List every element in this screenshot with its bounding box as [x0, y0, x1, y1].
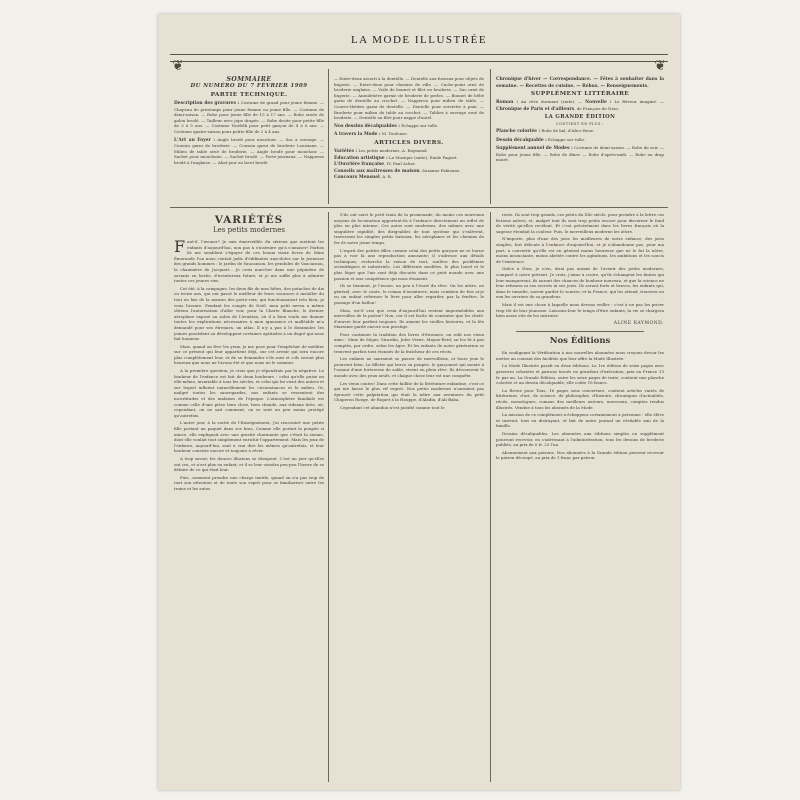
- column-divider: [490, 212, 491, 782]
- summary-title: SOMMAIRE: [226, 76, 272, 83]
- article-item: L'Ouvrière française, IV, Paul Acker.: [334, 161, 416, 168]
- article-paragraph: L'autre jour, à la sortie de l'Enseignement, j'ai rencontré une petite fille portant un paquet dans ses bras. Comme elle portait la poupée si mince, elle expliquait avec une gravité charmante que c'était la sienne, dont elle voulait tout simplement enrichir l'appartement. Mais les jeux de l'enfance, aujourd'hui, sont à vrai dire les mêmes qu'autrefois, et leur bonheur consiste encore et toujours à rêver.: [174, 420, 324, 454]
- article-item: Variétés : Les petits modernes, A. Raymond.: [334, 147, 428, 154]
- grand-item: Dessin décalquable : Échappe sur tulle.: [496, 136, 586, 143]
- articles-heading: ARTICLES DIVERS.: [374, 139, 444, 146]
- summary-column-1: [174, 76, 324, 202]
- column-divider: [328, 69, 329, 204]
- tech-item: L'Art au Foyer : Angle brodé pour mouchoir. — Sac à ouvrage. — Coussin garni de broderie. — Coussin garni de broderie Louisiane. — Milieu de table orné de broderie. — Angle brodé pour mouchoir. — Sachet pour mouchoirs. — Sachet brodé. — Porte-journaux. — Napperon brodé à l'anglaise. — Abat-jour en lacet brodé.: [174, 136, 324, 165]
- article-paragraph: N'importe, plus d'une des joies les meilleures de notre enfance, des joies simples, fort délicats à l'enfance d'aujourd'hui, et je n'abandonne pas, pour ma part, à convertir qu'elle est en général moins heureuse que ne le fut la nôtre, moins insouciante, moins abritée contre les agitations, les ambitions et les soucis de l'existence.: [496, 236, 664, 264]
- editions-paragraph: En soulignant la Vérification à nos nouvelles abonnées nous croyons devoir les mettre au courant des facilités que leur offre la Mode Illustrée.: [496, 350, 664, 361]
- article-item: Concours Mensuel, A. R.: [334, 174, 392, 181]
- drop-cap: F: [174, 237, 186, 256]
- masthead-rule: [170, 54, 668, 62]
- grand-edition-heading: LA GRANDE ÉDITION: [544, 114, 616, 121]
- editions-title: Nos Éditions: [549, 336, 611, 347]
- article-signature: ALINE RAYMOND.: [613, 320, 664, 326]
- article-column-3: [496, 212, 664, 780]
- middle-line: A travers la Mode : M. Toulouse.: [334, 131, 408, 138]
- article-column-1: [174, 212, 324, 780]
- article-paragraph: L'esprit des petites filles comme celui des petits garçons ne se borne pas à voir là une reproduction amusante; il s'adresse aux détails techniques, recherche la raison de tout, soulève des problèmes scientifiques et industriels. Les différents modèles, le plus lourd et le plus léger que l'air sont déjà discutés dans ce petit monde avec une passion et une compétence qui nous étonnent.: [334, 247, 484, 281]
- column-divider: [490, 69, 491, 204]
- technical-heading: PARTIE TECHNIQUE.: [210, 92, 288, 98]
- middle-item: — Entre-deux assorti à la dentelle. — Dentelle aux fuseaux pour objets de lingerie. — Entre-deux pour chemise de ville. — Cache-point orné de broderie anglaise. — Voile de bonnet et filet en broderie. — Sac orné de lingerie. — Annuletière garnie de broderie de perles. — Bonnet de bébé garni de dentelle au crochet. — Napperon pour milieu de table. — Couvre-théière garni de dentelle. — Dentelle pour serviette à pain. — Broderie pour milieu de table au crochet. — Tablier à ouvrage orné de broderie. — Dentelle au filet pour nappe d'autel.: [334, 76, 484, 121]
- right-item: Chronique d'hiver — Correspondance. — Fêtes à souhaiter dans la semaine. — Recettes de cuisine. — Rébus. — Renseignements.: [496, 77, 664, 89]
- grand-edition-sub: CONTIENT EN PLUS :: [556, 122, 604, 127]
- summary-column-2: [334, 76, 484, 202]
- summary-bottom-rule: [170, 207, 668, 208]
- article-paragraph: Ils se tiennent, je l'avoue, un peu à l'écart du rêve. On les attire, en général, avec le conte, le roman d'aventures; mais combien de fois ai-je vu un enfant refermer le livre pour aller regarder, par la fenêtre, le passage d'un ballon!: [334, 283, 484, 305]
- article-paragraph: Pour continuer la tradition des livres d'étrennes, on relit nos vieux amis : Mme de Ségur, Girardin, Jules Verne, Mayne-Reid; on les lit à pas comptés, par ordre, selon les âges. Et les enfants de notre génération se trouvent parfois tout étonnés de la fraîcheur de ces récits.: [334, 331, 484, 354]
- article-column-2: [334, 212, 484, 780]
- editions-paragraph: La mission de ce complément n'échappera certainement à personne : elle élève et instruit, tout en distrayant, et fait de notre journal un véritable ami de la famille.: [496, 412, 664, 429]
- middle-line: Nos dessins décalquables : Échappe sur tulle.: [334, 122, 439, 129]
- article-paragraph: Les enfants ne sauraient se passer de merveilleux, et leurs jeux le prouvent bien. La fillette qui berce sa poupée, le garçonnet qui monte à l'assaut d'une forteresse de sable, vivent en plein rêve. Ils découvrent le monde avec des yeux neufs, et chaque chose leur est une conquête.: [334, 356, 484, 379]
- summary-issue-date: DU NUMÉRO DU 7 FÉVRIER 1909: [190, 83, 308, 89]
- editions-paragraph: Dessins décalquables. Les abonnées aux éditions simples ou supplément pourront recevoir, en s'adressant à l'administration, tous les dessins de broderie publiés, au prix de 0 fr. 25 l'un.: [496, 431, 664, 448]
- article-paragraph: Puis, comment prendre une charge inutile, quand on n'a pas trop de tout son attention et de toute son esprit pour se familiariser entre les trains et les autos: [174, 474, 324, 491]
- right-ornament-icon: ❦: [654, 58, 666, 74]
- editions-paragraph: Abonnement aux patrons. Nos abonnées à la Grande édition peuvent recevoir le patron découpé, au prix de 1 franc par patron.: [496, 449, 664, 461]
- editions-paragraph: La Revue pour Tous, 16 pages sous couverture, contient articles variés de littérature, d'art, de science, de philosophie, d'histoire, chroniques d'actualités, récits, monologues, romans des meilleurs auteurs, morceaux, comptes rendus illustrés. Vendue à tous les abonnés de la Mode.: [496, 387, 664, 410]
- literary-heading: SUPPLÉMENT LITTÉRAIRE: [530, 91, 630, 98]
- summary-column-3: [496, 76, 664, 202]
- article-paragraph: reste. Ils sont trop grands, ces petits du XXe siècle, pour prendre à la lettre ces fictions naïves; et, malgré tout ils sont trop petits encore pour discerner le fond de vérité qu'elles recèlent. Et c'est précisément dans les livres français où la sagesse étendait la couleur. Puis, le merveilleux moderne les attire.: [496, 212, 664, 234]
- article-paragraph: Cependant cet abandon n'est justifié comme tout le: [340, 405, 445, 410]
- article-paragraph: Mais, quand on lève les yeux, je me pose pour l'empêcher de méditer sur ce présent qui leur appartient déjà, sur cet avenir qui sera encore plus complètement leur, et de se demander s'ils sont et s'ils seront plus heureux que nous ne l'avons été et que nous ne le sommes.: [174, 343, 324, 366]
- article-paragraph: Faut-il, l'avouer? Je suis émerveillée du sérieux que mettent les enfants d'aujourd'hui, non pas à s'instruire qu'à s'amuser! Parfois ils me semblent s'égayer de ces beaux vieux livres de Mme Émeraude l'on nous contait jadis d'édifiantes anecdotes sur la jeunesse des grands hommes : le jardin de Vaucanson, les pendules de Vaucanson, la chaumière de Jacquart... Je crois marcher dans une pépinière de savants en herbe, d'aventureux futurs, et je me suffis plus à admirer toutes ces jeunes vies.: [174, 237, 324, 284]
- section-rule: [516, 331, 644, 332]
- tech-item: Description des gravures : Costume de grand pour jeune femme. — Chapeau de printemps pour jeune femme ou jeune fille. — Costume de demi-saison. — Robe pour jeune fille de 15 à 17 ans. — Robe ornée de galon brodé. — Tailleur avec jupe drapée. — Robe droite pour petite fille de 3 à 5 ans. — Costume Norfolk pour petit garçon de 4 à 6 ans. — Costume quatre-saison pour petite fille de 2 à 4 ans.: [174, 100, 324, 134]
- newspaper-page: [158, 14, 680, 790]
- article-paragraph: A trop savoir, les douces illusions se dissipent. C'est un jour qu'elles ont cru, et n'est plus en enfant; et il se leur viendra peu-peu l'heure de se défaire de ce qui était leur.: [174, 455, 324, 473]
- article-title: VARIÉTÉS: [214, 214, 284, 226]
- article-item: Conseils aux maîtresses de maison, Suzanne Fabienne.: [334, 167, 461, 174]
- article-paragraph: Cet été, à la campagne, les deux fils de mes hôtes, des potaches de dix ou treize ans, qui ont passé le meilleur de leurs vacances à installer du tout en bas de la maison des porte-voix, qui fonctionnaient très bien, je vous l'assure. Pendant les congés de Noël, mon petit neveu a même obtenu l'autorisation d'aller voir, pour la Charte Blanche, le dernier aéroplane exposé au salon de l'Aviation, où il a bien voulu me donner toutes les explications nécessaires à mon ignorance et malléable m'a demandé pour ses étrennes, un atlas. Il n'y a pas à le dissimuler, les jeunes possèdent ou développent certaines aptitudes à un degré qui nous fait honneur.: [174, 285, 324, 342]
- masthead-title: LA MODE ILLUSTRÉE: [350, 34, 488, 46]
- article-paragraph: Mais il est une chose à laquelle nous devons veiller : c'est à ne pas les priver trop tôt de leur jeunesse. Laissons-leur le temps d'être enfants; la vie se chargera bien assez vite de les instruire.: [496, 301, 664, 319]
- article-paragraph: S'ils ont suivi le petit train de la promenade, du moins ces nouveaux moyens de locomotion apportent-ils à l'enfance directement un reflet de plus en plus intense. Ces autos sont modernes, des mêmes avec une singulière rapidité, des dirigeables de tout système qui s'enlèvent, traversent les simples petits bateaux, les aéroplanes et les chemins de fer de notre jeune temps.: [334, 212, 484, 245]
- article-subtitle: Les petits modernes: [213, 226, 285, 234]
- column-divider: [328, 212, 329, 782]
- editions-paragraph: La Mode Illustrée paraît en deux éditions. La 1re édition de seize pages avec gravures coloriées et patrons tracés en grandeur d'exécution, prix en France 13 fr. par an. La Grande Édition, outre les seize pages de texte, contient une planche coloriée et un dessin décalquable; elle coûte 18 francs.: [496, 363, 664, 386]
- left-ornament-icon: ❦: [172, 58, 184, 74]
- grand-item: Planche coloriée : Robe de bal, d'Alice Bouv.: [496, 127, 594, 134]
- article-paragraph: Les vieux contes! Dans cette faillite de la littérature enfantine, c'est ce qui me laisse le plus vif regret. Nos petits modernes n'auraient pas éprouvé cette palpitation qui était la nôtre aux aventures du petit Chaperon Rouge, de Riquet à la Houppe, d'Aladin, d'Ali Baba.: [334, 380, 484, 403]
- literary-item: Roman : Au rêve dormant (suite). — Nouvelle : Le Rêveur imaginé. — Chronique de Paris et d'ailleurs, de François de Nion.: [496, 99, 664, 112]
- article-paragraph: Mais, est-il vrai que ceux d'aujourd'hui restent imperméables aux merveilles de la poésie? Non, car il est facile de constater que les chefs-d'œuvre leur parlent toujours. Ils aiment les vieilles histoires, et la fée Marraine garde encore son prestige.: [334, 307, 484, 330]
- article-paragraph: A la première question, je crois que je répondrais par la négative. Le bonheur de l'enfance est fait de deux bonheurs : celui qu'elle puise en elle-même, invariable à tous les siècles, et celui qui lui vient des autres et sur lequel influent naturellement les circonstances et le milieu. Or, malgré toutes les sauvegardes, nos enfants se ressentent des incertitudes et des malaises de l'époque. L'atmosphère familiale est comme celle d'une pièce bien close, bien chaude, aux rideaux tirés, où, cependant, on ne sait comment, on se sent un peu moins protégé qu'autrefois.: [174, 368, 324, 418]
- article-paragraph: Grâce à Dieu, je n'en, dirai pas autant de l'avenir des petits modernes, comparé à notre présent. Je crois, j'aime à croire, qu'ils échangent les fautes qui leur manqueront, ils auront des chances de bonheur nouveau, et que la science ne leur refusera ni ses secrets ni ses joies. Ils seront forts et braves, les enfants qui, dans le tumulte, savent garder le sourire; et la France, qui les attend, trouvera en eux les ouvriers de sa grandeur.: [496, 266, 664, 300]
- article-item: Éducation artistique : La Musique (suite), Emile Faguet.: [334, 154, 458, 161]
- grand-item: Supplément annuel de Modes : Costume de demi-saison. — Robe du soir. — Robe pour jeune fille. — Robe de dîner. — Robe d'après-midi. — Robe ou drap moiré.: [496, 145, 664, 163]
